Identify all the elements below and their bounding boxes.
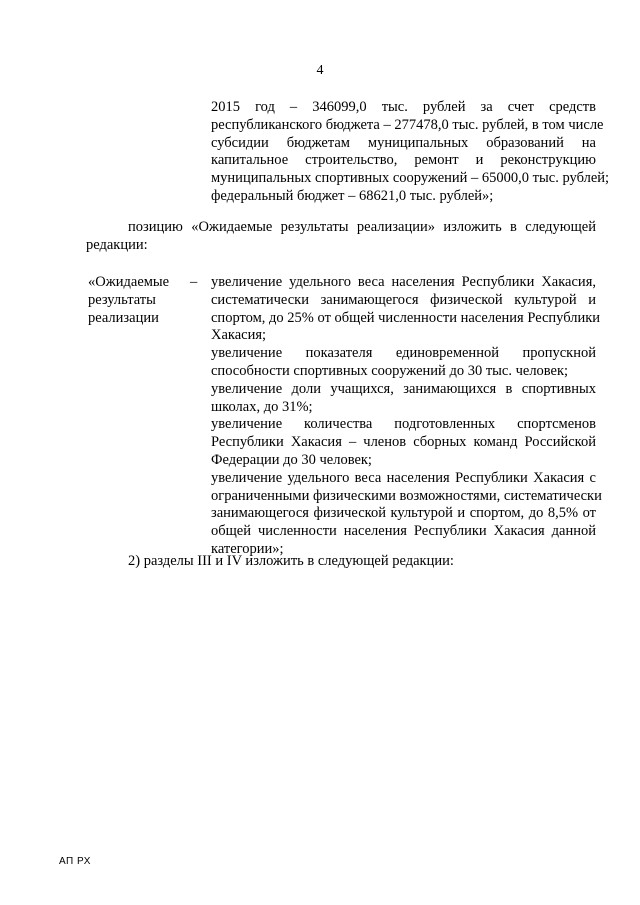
results-line: увеличение доли учащихся, занимающихся в спортивных <box>211 380 596 397</box>
results-label-line: результаты <box>88 291 156 308</box>
results-line: спортом, до 25% от общей численности населения Республики <box>211 309 601 326</box>
position-intro-line: редакции: <box>86 236 148 253</box>
position-intro-line: позицию «Ожидаемые результаты реализации» изложить в следующей <box>128 219 596 235</box>
results-line: Хакасия; <box>211 327 267 344</box>
results-line: Федерации до 30 человек; <box>211 451 372 468</box>
results-line: ограниченными физическими возможностями, систематически <box>211 487 602 504</box>
results-line: занимающегося физической культурой и спортом, до 8,5% от <box>211 505 596 522</box>
results-list <box>211 274 602 559</box>
results-line: систематически занимающегося физической культурой и <box>211 291 596 308</box>
results-label <box>88 274 188 327</box>
results-line: увеличение показателя единовременной пропускной <box>211 345 596 362</box>
results-line: школах, до 31%; <box>211 398 313 415</box>
sections-instruction-text: 2) разделы III и IV изложить в следующей редакции: <box>128 553 454 569</box>
results-line: общей численности населения Республики Хакасия данной <box>211 523 596 540</box>
funding-paragraph <box>211 99 610 206</box>
footer-mark: АП РХ <box>59 856 91 867</box>
funding-line: капитальное строительство, ремонт и реконструкцию <box>211 152 596 169</box>
sections-instruction <box>128 553 598 571</box>
results-label-line: реализации <box>88 309 159 326</box>
funding-line: 2015 год – 346099,0 тыс. рублей за счет средств <box>211 99 596 115</box>
results-label-line: «Ожидаемые <box>88 274 170 290</box>
results-line: увеличение количества подготовленных спортсменов <box>211 416 596 433</box>
results-line: увеличение удельного веса населения Республики Хакасия с <box>211 469 596 486</box>
funding-line: субсидии бюджетам муниципальных образований на <box>211 134 596 151</box>
results-line: Республики Хакасия – членов сборных команд Российской <box>211 434 596 451</box>
funding-line: муниципальных спортивных сооружений – 65000,0 тыс. рублей; <box>211 170 610 187</box>
results-dash <box>190 274 204 292</box>
results-line: категории»; <box>211 540 284 557</box>
funding-line: федеральный бюджет – 68621,0 тыс. рублей»; <box>211 187 494 204</box>
dash-glyph: – <box>190 274 198 290</box>
results-line: увеличение удельного веса населения Республики Хакасия, <box>211 274 596 290</box>
page-number: 4 <box>316 63 324 78</box>
funding-line: республиканского бюджета – 277478,0 тыс. рублей, в том числе <box>211 116 604 133</box>
results-line: способности спортивных сооружений до 30 тыс. человек; <box>211 362 569 379</box>
position-intro-paragraph <box>86 219 596 255</box>
